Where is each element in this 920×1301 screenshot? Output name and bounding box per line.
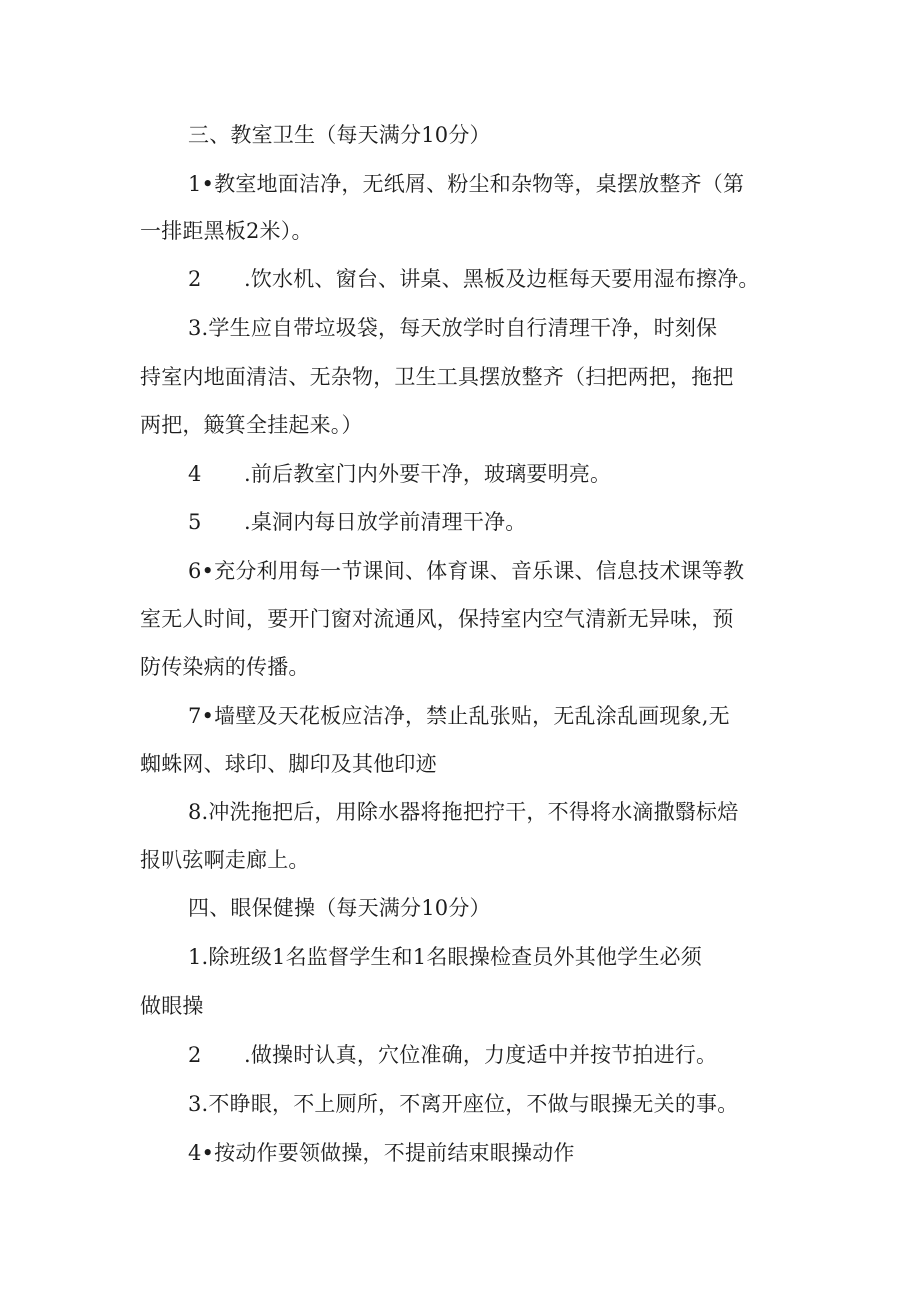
- paragraph-line: 3.不睁眼，不上厕所，不离开座位，不做与眼操无关的事。: [188, 1092, 739, 1116]
- paragraph-line: 3.学生应自带垃圾袋，每天放学时自行清理干净，时刻保: [188, 316, 718, 340]
- section-heading-eye-exercises: 四、眼保健操（每天满分10分）: [188, 896, 491, 920]
- paragraph-line: 两把，簸箕全挂起来。）: [140, 413, 363, 437]
- paragraph-line: 防传染病的传播。: [140, 655, 310, 679]
- paragraph-line: 报叭弦啊走廊上。: [140, 848, 310, 872]
- paragraph-line: 6•充分利用每一节课间、体育课、音乐课、信息技术课等教: [188, 559, 745, 583]
- paragraph-line: 做眼操: [140, 994, 204, 1018]
- paragraph-line: 持室内地面清洁、无杂物，卫生工具摆放整齐（扫把两把，拖把: [140, 365, 734, 389]
- paragraph-line: 8.冲洗拖把后，用除水器将拖把拧干，不得将水滴撒翳标焙: [188, 800, 739, 824]
- paragraph-line: 一排距黑板2米）。: [140, 219, 313, 243]
- paragraph-line: 2 .饮水机、窗台、讲桌、黑板及边框每天要用湿布擦净。: [188, 267, 760, 291]
- paragraph-line: 4•按动作要领做操，不提前结束眼操动作: [188, 1141, 575, 1165]
- paragraph-line: 1.除班级1名监督学生和1名眼操检查员外其他学生必须: [188, 945, 702, 969]
- paragraph-line: 5 .桌洞内每日放学前清理干净。: [188, 510, 527, 534]
- section-heading-classroom-hygiene: 三、教室卫生（每天满分10分）: [188, 123, 491, 147]
- paragraph-line: 2 .做操时认真，穴位准确，力度适中并按节拍进行。: [188, 1043, 718, 1067]
- paragraph-line: 室无人时间，要开门窗对流通风，保持室内空气清新无异味，预: [140, 607, 734, 631]
- paragraph-line: 蜘蛛网、球印、脚印及其他印迹: [140, 752, 437, 776]
- paragraph-line: 7•墙壁及天花板应洁净，禁止乱张贴，无乱涂乱画现象,无: [188, 704, 730, 728]
- paragraph-line: 4 .前后教室门内外要干净，玻璃要明亮。: [188, 462, 612, 486]
- paragraph-line: 1•教室地面洁净，无纸屑、粉尘和杂物等，桌摆放整齐（第: [188, 172, 745, 196]
